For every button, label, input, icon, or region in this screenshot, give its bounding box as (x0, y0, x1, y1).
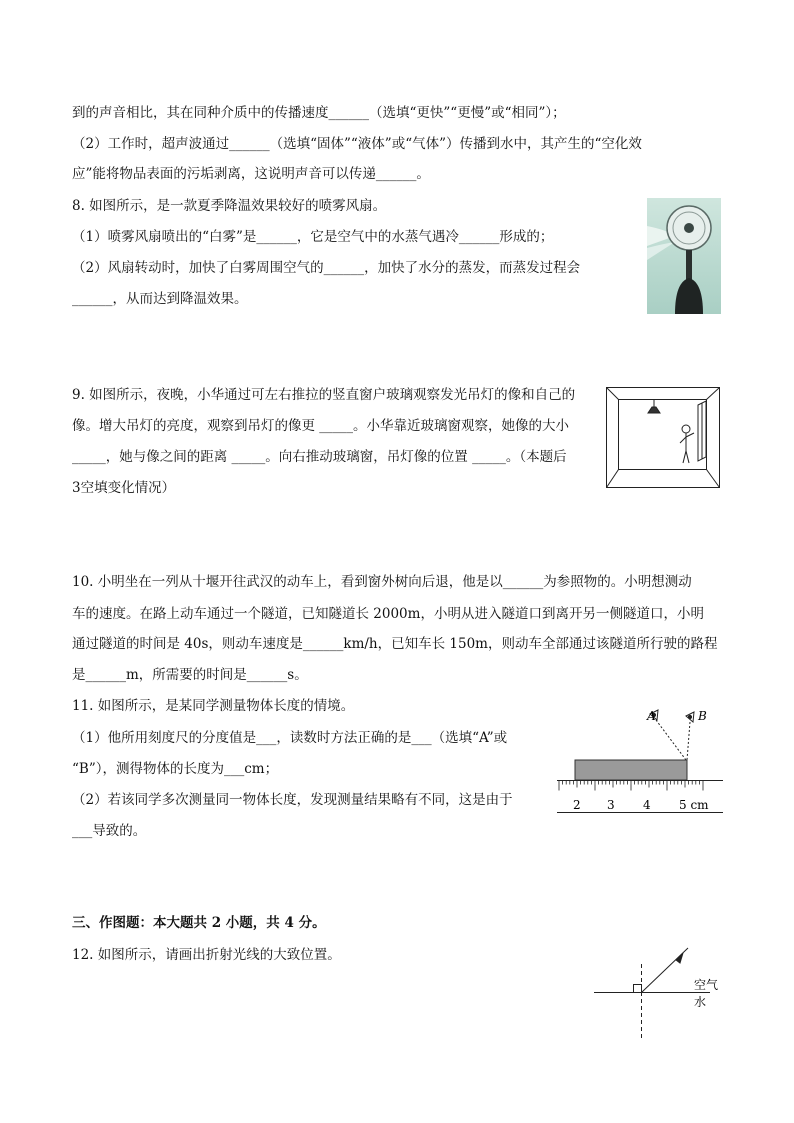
water-label: 水 (694, 995, 707, 1009)
q11-part-2: （2）若该同学多次测量同一物体长度，发现测量结果略有不同，这是由于 (72, 792, 513, 808)
q11-part-1-cont: “B”），测得物体的长度为___cm； (72, 761, 279, 777)
air-label: 空气 (694, 978, 719, 992)
ruler-tick-3: 3 (607, 798, 615, 812)
right-angle-mark (634, 985, 642, 993)
ruler-tick-5cm: 5 cm (679, 798, 709, 812)
q11-part-2-cont: ___导致的。 (72, 823, 147, 839)
q9-line-3: _____，她与像之间的距离 _____。向右推动玻璃窗，吊灯像的位置 _____。（本题后 (72, 449, 567, 465)
section-3-heading: 三、作图题：本大题共 2 小题，共 4 分。 (72, 915, 326, 931)
q11-part-1: （1）他所用刻度尺的分度值是___，读数时方法正确的是___（选填“A”或 (72, 730, 508, 746)
eye-a-label: A (647, 709, 656, 723)
q12-title: 12. 如图所示，请画出折射光线的大致位置。 (72, 947, 341, 963)
q9-line-2: 像。增大吊灯的亮度，观察到吊灯的像更 _____。小华靠近玻璃窗观察，她像的大小 (72, 418, 570, 434)
q7-line-3: 应”能将物品表面的污垢剥离，这说明声音可以传递______。 (72, 166, 430, 182)
q8-part-2: （2）风扇转动时，加快了白雾周围空气的______，加快了水分的蒸发，而蒸发过程会 (72, 260, 581, 276)
q10-line-2: 车的速度。在路上动车通过一个隧道，已知隧道长 2000m，小明从进入隧道口到离开另一侧隧道口，小明 (72, 606, 704, 622)
room-window-figure (606, 387, 720, 488)
q11-title: 11. 如图所示，是某同学测量物体长度的情境。 (72, 698, 355, 714)
eye-b-label: B (698, 709, 707, 723)
q10-line-1: 10. 小明坐在一列从十堰开往武汉的动车上，看到窗外树向后退，他是以______为参照物的。小明想测动 (72, 574, 692, 590)
q7-line-2: （2）工作时，超声波通过______（选填“固体”“液体”或“气体”）传播到水中，其产生的“空化效 (72, 136, 642, 152)
measured-block (575, 760, 687, 780)
q10-line-4: 是______m，所需要的时间是______s。 (72, 667, 308, 683)
q8-part-1: （1）喷雾风扇喷出的“白雾”是______，它是空气中的水蒸气遇冷______形成的； (72, 229, 554, 245)
ruler-tick-2: 2 (573, 798, 581, 812)
q8-title: 8. 如图所示，是一款夏季降温效果较好的喷雾风扇。 (72, 198, 387, 214)
q7-line-1: 到的声音相比，其在同种介质中的传播速度______（选填“更快”“更慢”或“相同”）； (72, 105, 566, 121)
ruler-figure (555, 702, 725, 818)
ruler-tick-4: 4 (643, 798, 651, 812)
q9-line-1: 9. 如图所示，夜晚，小华通过可左右推拉的竖直窗户玻璃观察发光吊灯的像和自己的 (72, 387, 576, 403)
q9-line-4: 3空填变化情况） (72, 480, 176, 496)
refraction-figure (592, 944, 724, 1040)
spray-fan-figure (647, 198, 721, 314)
q10-line-3: 通过隧道的时间是 40s，则动车速度是______km/h，已知车长 150m，则动车全部通过该隧道所行驶的路程 (72, 636, 718, 652)
q8-part-2-cont: ______，从而达到降温效果。 (72, 291, 248, 307)
